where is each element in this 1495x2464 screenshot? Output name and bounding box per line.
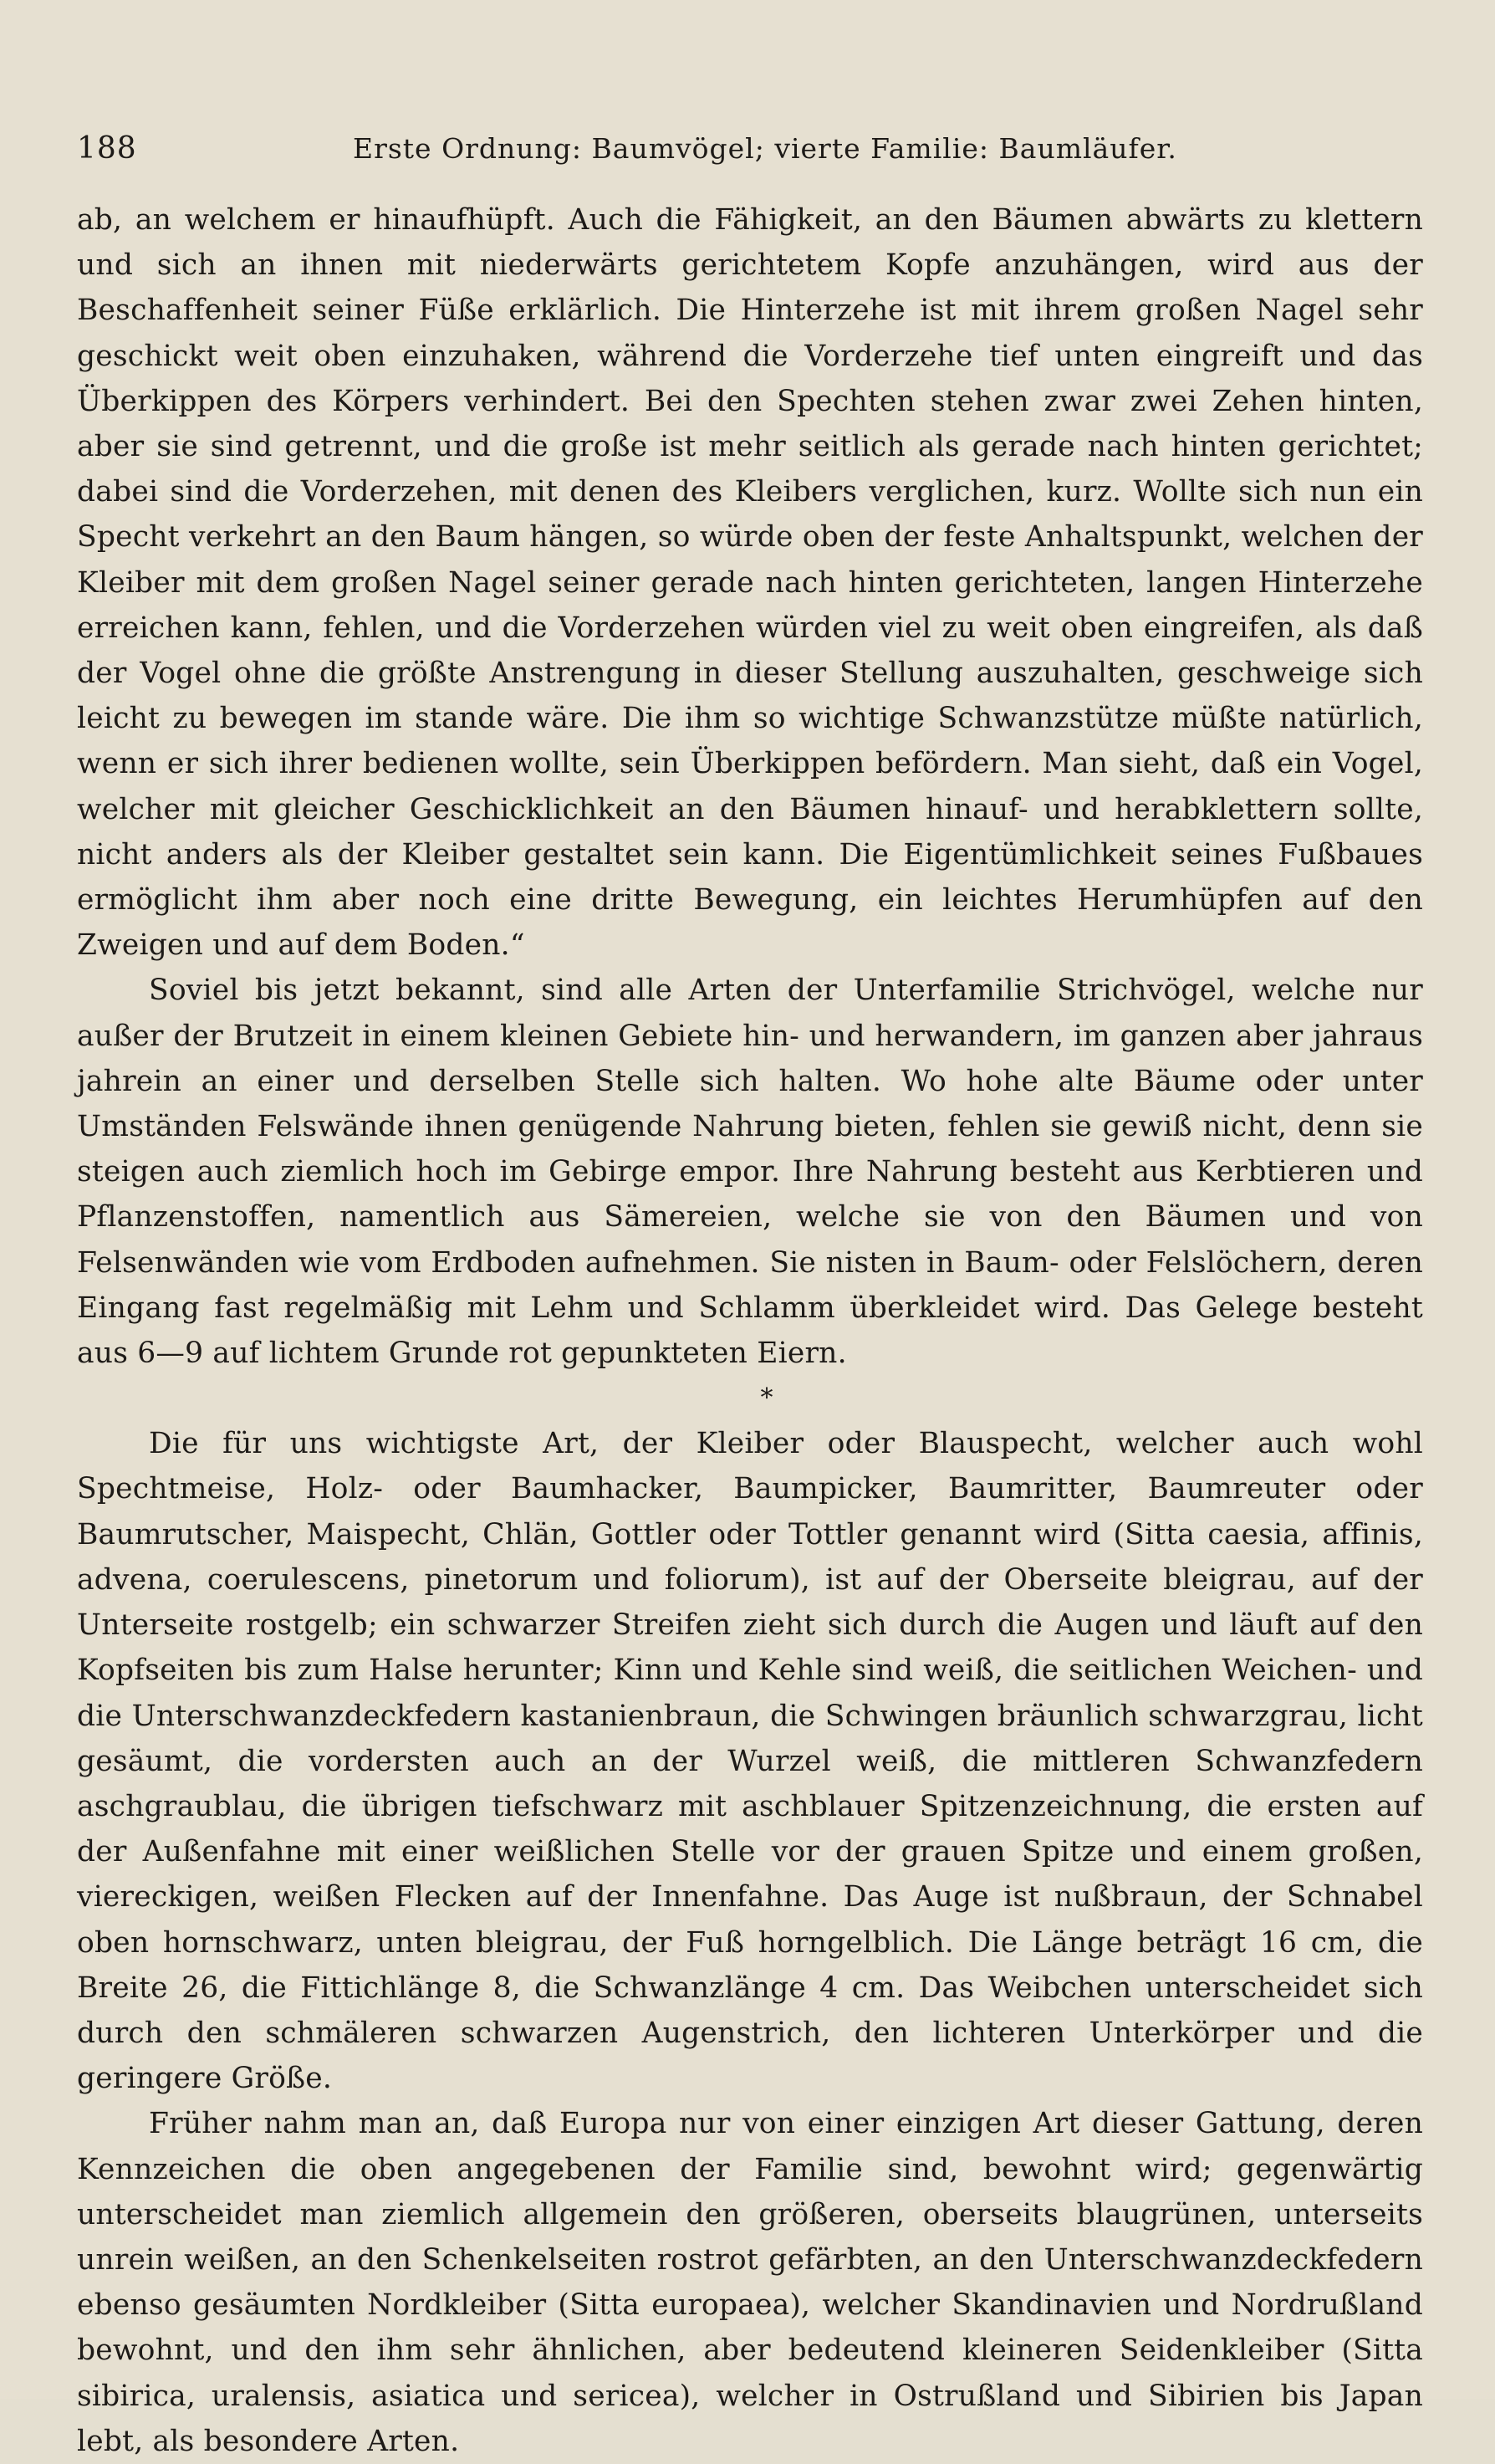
paragraph-species: Früher nahm man an, daß Europa nur von einer einzigen Art dieser Gattung, deren Kennzeichen die oben angegebenen der Familie sind, bewohnt wird; gegenwärtig unterscheidet man ziemlich allgemein den größeren, oberseits blaugrünen, unterseits unrein weißen, an den Schenkelseiten rostrot gefärbten, an den Unterschwanzdeckfedern ebenso gesäumten Nordkleiber (Sitta europaea), welcher Skandinavien und Nordrußland bewohnt, und den ihm sehr ähnlichen, aber bedeutend kleineren Seidenkleiber (Sitta sibirica, uralensis, asiatica und sericea), welcher in Ostrußland und Sibirien bis Japan lebt, als besondere Arten. (77, 2107, 1423, 2458)
paragraph-kleiber-description: Die für uns wichtigste Art, der Kleiber oder Blauspecht, welcher auch wohl Spechtmeise, Holz- oder Baumhacker, Baumpicker, Baumritter, Baumreuter oder Baumrutscher, Maispecht, Chlän, Gottler oder Tottler genannt wird (Sitta caesia, affinis, advena, coerulescens, pinetorum und foliorum), ist auf der Oberseite bleigrau, auf der Unterseite rostgelb; ein schwarzer Streifen zieht sich durch die Augen und läuft auf den Kopfseiten bis zum Halse herunter; Kinn und Kehle sind weiß, die seitlichen Weichen- und die Unterschwanzdeckfedern kastanienbraun, die Schwingen bräunlich schwarzgrau, licht gesäumt, die vordersten auch an der Wurzel weiß, die mittleren Schwanzfedern aschgraublau, die übrigen tiefschwarz mit aschblauer Spitzenzeichnung, die ersten auf der Außenfahne mit einer weißlichen Stelle vor der grauen Spitze und einem großen, viereckigen, weißen Flecken auf der Innenfahne. Das Auge ist nußbraun, der Schnabel oben hornschwarz, unten bleigrau, der Fuß horngelblich. Die Länge beträgt 16 cm, die Breite 26, die Fittichlänge 8, die Schwanzlänge 4 cm. Das Weibchen unterscheidet sich durch den schmäleren schwarzen Augenstrich, den lichteren Unterkörper und die geringere Größe. (77, 1427, 1423, 2096)
paragraph-continuation: ab, an welchem er hinaufhüpft. Auch die Fähigkeit, an den Bäumen abwärts zu klettern und sich an ihnen mit niederwärts gerichtetem Kopfe anzuhängen, wird aus der Beschaffenheit seiner Füße erklärlich. Die Hinterzehe ist mit ihrem großen Nagel sehr geschickt weit oben einzuhaken, während die Vorderzehe tief unten eingreift und das Überkippen des Körpers verhindert. Bei den Spechten stehen zwar zwei Zehen hinten, aber sie sind getrennt, und die große ist mehr seitlich als gerade nach hinten gerichtet; dabei sind die Vorderzehen, mit denen des Kleibers verglichen, kurz. Wollte sich nun ein Specht verkehrt an den Baum hängen, so würde oben der feste Anhaltspunkt, welchen der Kleiber mit dem großen Nagel seiner gerade nach hinten gerichteten, langen Hinterzehe erreichen kann, fehlen, und die Vorderzehen würden viel zu weit oben eingreifen, als daß der Vogel ohne die größte Anstrengung in dieser Stellung auszuhalten, geschweige sich leicht zu bewegen im stande wäre. Die ihm so wichtige Schwanzstütze müßte natürlich, wenn er sich ihrer bedienen wollte, sein Überkippen befördern. Man sieht, daß ein Vogel, welcher mit gleicher Geschicklichkeit an den Bäumen hinauf- und herabklettern sollte, nicht anders als der Kleiber gestaltet sein kann. Die Eigentümlichkeit seines Fußbaues ermöglicht ihm aber noch eine dritte Bewegung, ein leichtes Herumhüpfen auf den Zweigen und auf dem Boden.“ (77, 203, 1423, 963)
section-separator: * (760, 1383, 773, 1413)
page-body (77, 197, 1423, 2464)
running-head: Erste Ordnung: Baumvögel; vierte Familie: Baumläufer. (353, 132, 1177, 165)
page-number: 188 (77, 131, 137, 166)
page-header (77, 127, 1423, 171)
paragraph-habits: Soviel bis jetzt bekannt, sind alle Arten der Unterfamilie Strichvögel, welche nur außer der Brutzeit in einem kleinen Gebiete hin- und herwandern, im ganzen aber jahraus jahrein an einer und derselben Stelle sich halten. Wo hohe alte Bäume oder unter Umständen Felswände ihnen genügende Nahrung bieten, fehlen sie gewiß nicht, denn sie steigen auch ziemlich hoch im Gebirge empor. Ihre Nahrung besteht aus Kerbtieren und Pflanzenstoffen, namentlich aus Sämereien, welche sie von den Bäumen und von Felsenwänden wie vom Erdboden aufnehmen. Sie nisten in Baum- oder Felslöchern, deren Eingang fast regelmäßig mit Lehm und Schlamm überkleidet wird. Das Gelege besteht aus 6—9 auf lichtem Grunde rot gepunkteten Eiern. (77, 974, 1423, 1371)
